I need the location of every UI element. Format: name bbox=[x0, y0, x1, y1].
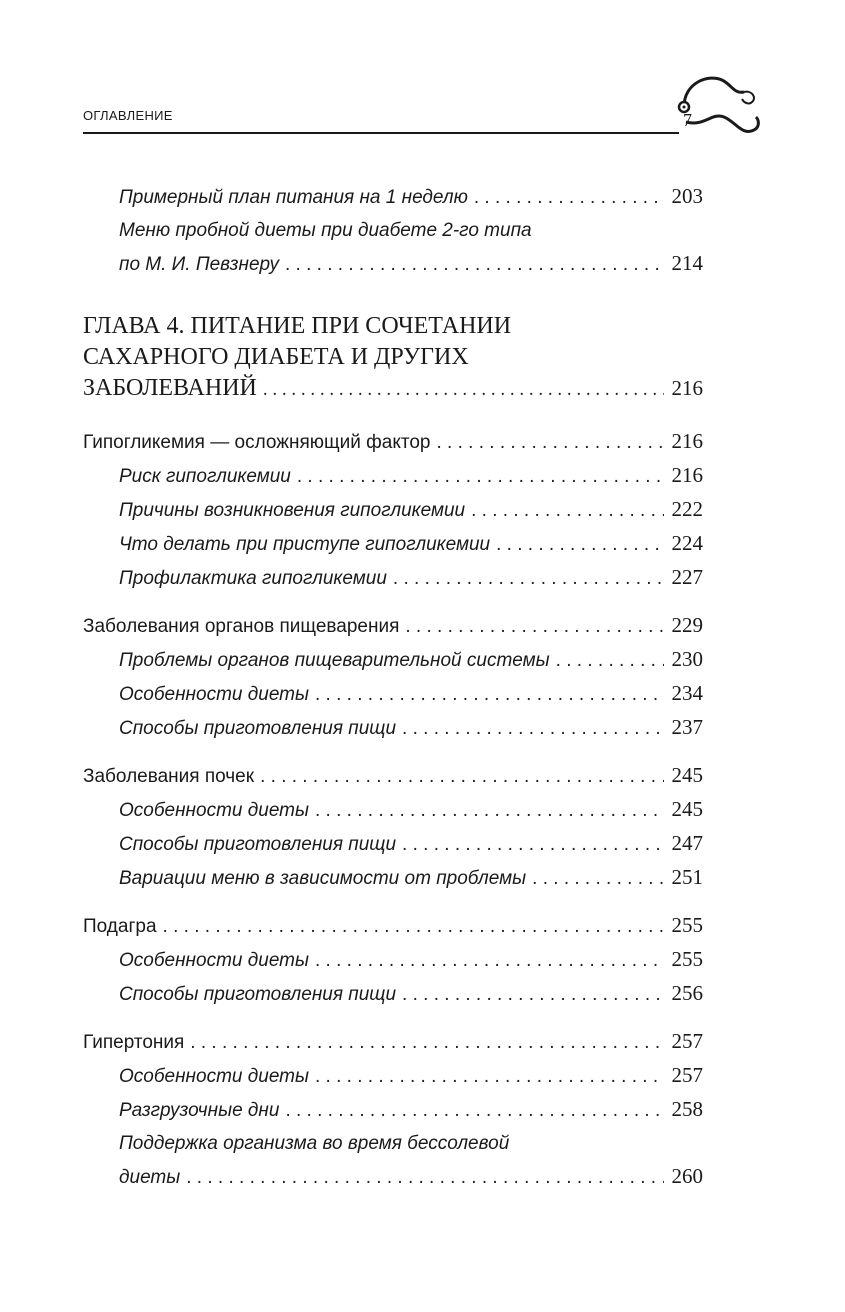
dot-leader bbox=[393, 562, 664, 595]
toc-section-page: 216 bbox=[671, 429, 703, 453]
toc-entry-page: 257 bbox=[671, 1063, 703, 1087]
chapter-page: 216 bbox=[671, 376, 703, 400]
toc-entry-title: Особенности диеты bbox=[119, 800, 309, 821]
chapter-heading[interactable] bbox=[83, 311, 703, 405]
toc-section-title: Заболевания почек bbox=[83, 766, 255, 787]
toc-entry[interactable] bbox=[83, 677, 703, 711]
toc-entry-page: 227 bbox=[671, 565, 703, 589]
toc-entry[interactable] bbox=[83, 711, 703, 745]
dot-leader bbox=[263, 374, 664, 405]
toc-entry-title: Способы приготовления пищи bbox=[119, 718, 397, 739]
toc-entry-page: 260 bbox=[671, 1164, 703, 1188]
toc-section[interactable] bbox=[83, 759, 703, 793]
dot-leader bbox=[285, 1094, 663, 1127]
chapter-title-line: САХАРНОГО ДИАБЕТА И ДРУГИХ bbox=[83, 344, 469, 370]
toc-entry[interactable] bbox=[83, 827, 703, 861]
dot-leader bbox=[315, 1060, 664, 1093]
toc-section-title: Заболевания органов пищеварения bbox=[83, 616, 400, 637]
toc-entry-title: Разгрузочные дни bbox=[119, 1100, 280, 1121]
toc-entry-page: 237 bbox=[671, 715, 703, 739]
toc-section-title: Гипертония bbox=[83, 1032, 185, 1053]
chapter-title-line: ГЛАВА 4. ПИТАНИЕ ПРИ СОЧЕТАНИИ bbox=[83, 313, 512, 339]
dot-leader bbox=[496, 528, 663, 561]
dot-leader bbox=[315, 678, 664, 711]
dot-leader bbox=[402, 828, 663, 861]
toc-entry-page: 222 bbox=[671, 497, 703, 521]
toc-entry-page: 203 bbox=[671, 184, 703, 208]
dot-leader bbox=[405, 610, 663, 643]
toc-entry-page: 247 bbox=[671, 831, 703, 855]
page-number: 7 bbox=[683, 110, 692, 130]
toc-section[interactable] bbox=[83, 425, 703, 459]
toc-entry-page: 245 bbox=[671, 797, 703, 821]
toc-entry[interactable] bbox=[83, 561, 703, 595]
toc-entry[interactable] bbox=[83, 493, 703, 527]
dot-leader bbox=[186, 1161, 663, 1194]
header-rule bbox=[83, 132, 679, 134]
dot-leader bbox=[402, 978, 663, 1011]
toc-section-page: 257 bbox=[671, 1029, 703, 1053]
chapter-title-line: ЗАБОЛЕВАНИЙ bbox=[83, 375, 257, 401]
toc-entry-page: 234 bbox=[671, 681, 703, 705]
toc-section[interactable] bbox=[83, 909, 703, 943]
toc-entry-title: Особенности диеты bbox=[119, 1066, 309, 1087]
dot-leader bbox=[474, 181, 664, 214]
toc-entry-title: Проблемы органов пищеварительной системы bbox=[119, 650, 550, 671]
toc-entry-title: Особенности диеты bbox=[119, 950, 309, 971]
toc-entry[interactable] bbox=[83, 943, 703, 977]
stethoscope-icon bbox=[664, 72, 764, 142]
toc-entry[interactable] bbox=[83, 527, 703, 561]
table-of-contents bbox=[83, 180, 703, 1194]
toc-section-title: Подагра bbox=[83, 916, 157, 937]
toc-entry-page: 258 bbox=[671, 1097, 703, 1121]
toc-entry[interactable] bbox=[83, 247, 703, 281]
toc-entry-title-line[interactable]: Поддержка организма во время бессолевой bbox=[119, 1133, 510, 1154]
toc-section-page: 255 bbox=[671, 913, 703, 937]
dot-leader bbox=[260, 760, 663, 793]
dot-leader bbox=[532, 862, 663, 895]
dot-leader bbox=[163, 910, 664, 943]
toc-entry-title: Причины возникновения гипогликемии bbox=[119, 500, 466, 521]
toc-entry-title: Что делать при приступе гипогликемии bbox=[119, 534, 491, 555]
dot-leader bbox=[190, 1026, 663, 1059]
dot-leader bbox=[436, 426, 663, 459]
toc-entry-title-line[interactable]: Меню пробной диеты при диабете 2-го типа bbox=[119, 220, 532, 241]
toc-entry-page: 216 bbox=[671, 463, 703, 487]
toc-entry-page: 224 bbox=[671, 531, 703, 555]
toc-entry-page: 230 bbox=[671, 647, 703, 671]
toc-entry-title: Риск гипогликемии bbox=[119, 466, 291, 487]
toc-entry-page: 256 bbox=[671, 981, 703, 1005]
toc-entry-page: 251 bbox=[671, 865, 703, 889]
toc-entry[interactable] bbox=[83, 1093, 703, 1127]
toc-section[interactable] bbox=[83, 1025, 703, 1059]
toc-section-title: Гипогликемия — осложняющий фактор bbox=[83, 432, 431, 453]
dot-leader bbox=[402, 712, 663, 745]
toc-entry-title: Способы приготовления пищи bbox=[119, 834, 397, 855]
dot-leader bbox=[315, 944, 664, 977]
toc-section[interactable] bbox=[83, 609, 703, 643]
toc-entry-title: Способы приготовления пищи bbox=[119, 984, 397, 1005]
toc-entry-title: Особенности диеты bbox=[119, 684, 309, 705]
toc-entry[interactable] bbox=[83, 793, 703, 827]
dot-leader bbox=[315, 794, 664, 827]
toc-entry[interactable] bbox=[83, 459, 703, 493]
toc-entry[interactable] bbox=[83, 977, 703, 1011]
toc-entry-page: 255 bbox=[671, 947, 703, 971]
dot-leader bbox=[471, 494, 663, 527]
toc-entry[interactable] bbox=[83, 1160, 703, 1194]
toc-entry-title: Примерный план питания на 1 неделю bbox=[119, 187, 468, 208]
toc-section-page: 245 bbox=[671, 763, 703, 787]
toc-entry-title: Профилактика гипогликемии bbox=[119, 568, 387, 589]
toc-entry-page: 214 bbox=[671, 251, 703, 275]
toc-entry-title: диеты bbox=[119, 1167, 181, 1188]
dot-leader bbox=[556, 644, 664, 677]
toc-entry-title: Вариации меню в зависимости от проблемы bbox=[119, 868, 527, 889]
dot-leader bbox=[297, 460, 664, 493]
toc-entry[interactable] bbox=[83, 643, 703, 677]
running-header: ОГЛАВЛЕНИЕ bbox=[83, 108, 173, 123]
toc-entry-title: по М. И. Певзнеру bbox=[119, 254, 279, 275]
toc-section-page: 229 bbox=[671, 613, 703, 637]
toc-entry[interactable] bbox=[83, 1059, 703, 1093]
dot-leader bbox=[285, 248, 664, 281]
toc-entry[interactable] bbox=[83, 861, 703, 895]
toc-entry[interactable] bbox=[83, 180, 703, 214]
